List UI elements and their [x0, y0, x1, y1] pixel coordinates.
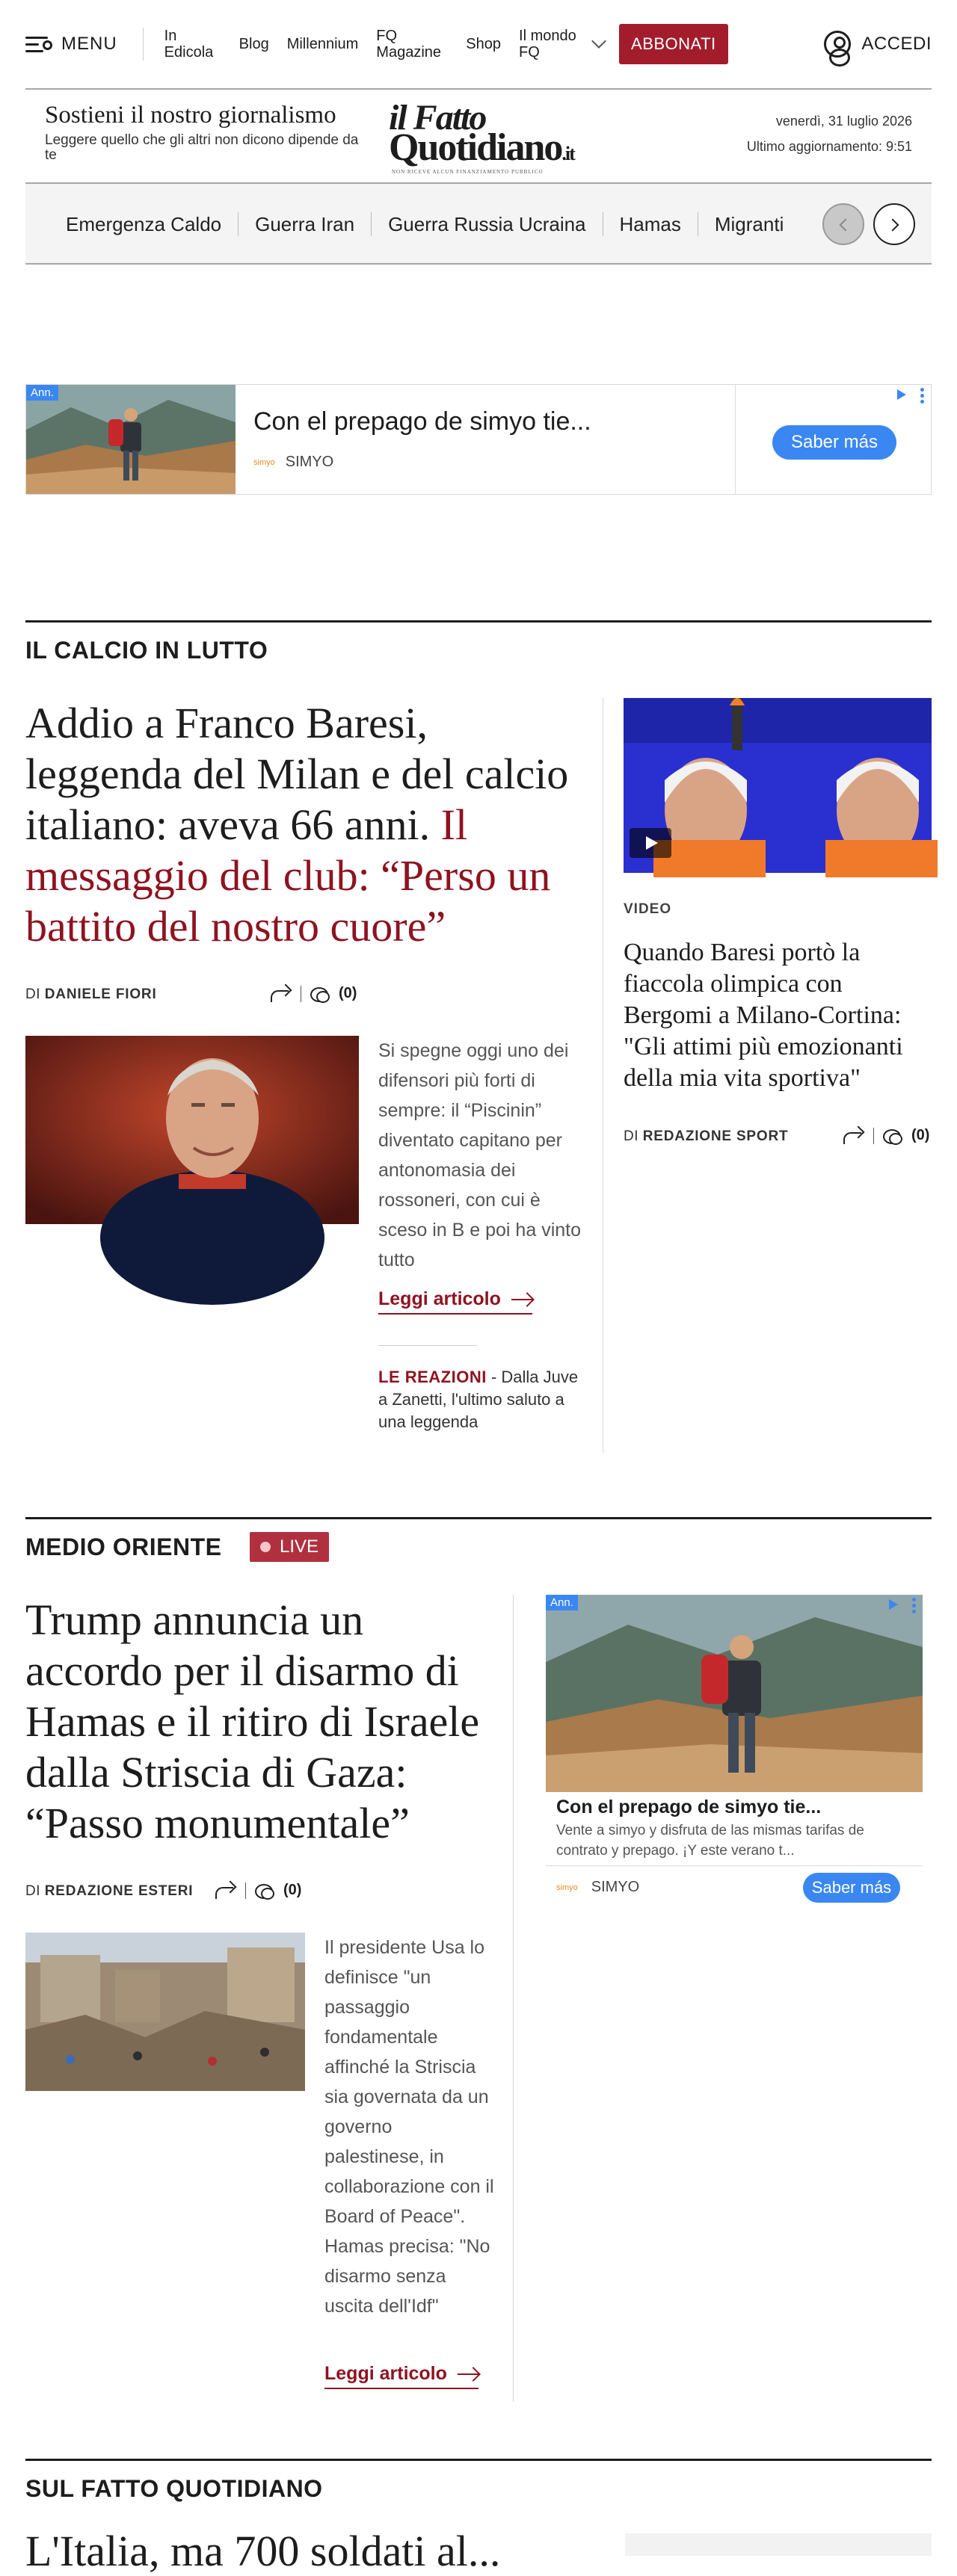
masthead: [45, 91, 912, 179]
sidebar-ad-description: Vente a simyo y disfruta de las mismas tarifas de contrato y prepago. ¡Y este verano t...: [556, 1823, 864, 1859]
play-icon[interactable]: [630, 828, 671, 858]
comment-count[interactable]: (0): [283, 1882, 302, 1898]
sidebar-ad-cta-button[interactable]: Saber más: [803, 1873, 900, 1903]
gaza-photo[interactable]: [25, 1933, 305, 2091]
baresi-photo[interactable]: [25, 1036, 359, 1224]
header-divider: [25, 88, 932, 90]
author-link[interactable]: REDAZIONE ESTERI: [44, 1883, 194, 1899]
sidebar-ad-divider: [546, 1865, 923, 1866]
share-icon[interactable]: [214, 1882, 236, 1899]
video-thumbnail[interactable]: [624, 698, 932, 873]
topics-next-button[interactable]: [873, 203, 915, 245]
comment-icon[interactable]: [310, 986, 330, 1002]
nav-link-blog[interactable]: Blog: [239, 36, 269, 52]
topics-prev-button[interactable]: [822, 203, 864, 245]
read-more-link[interactable]: Leggi articolo: [378, 1288, 532, 1315]
summary-medio-oriente: Il presidente Usa lo definisce "un passaggio fondamentale affinché la Striscia sia governata da un governo palestinese, in collaborazione con il Board of Peace". Hamas precisa: "No disarmo senza uscita dell'Idf": [324, 1937, 494, 2317]
section-title-fatto[interactable]: SUL FATTO QUOTIDIANO: [25, 2475, 323, 2502]
summary-calcio: Si spegne oggi uno dei difensori più forti di sempre: il “Piscinin” diventato capitano per antonomasia dei rossoneri, con cui è sceso in B e poi ha vinto tutto: [378, 1040, 581, 1270]
nav-link-millennium[interactable]: Millennium: [286, 36, 359, 52]
sidebar-ad[interactable]: [546, 1595, 923, 1915]
related-link[interactable]: LE REAZIONI - Dalla Juve a Zanetti, l'ultimo saluto a una leggenda: [378, 1368, 579, 1431]
sidebar-placeholder: [625, 2533, 932, 2556]
topic-link[interactable]: Guerra Iran: [255, 212, 355, 235]
read-more-link[interactable]: Leggi articolo: [324, 2363, 478, 2389]
menu-button[interactable]: [25, 34, 117, 55]
ad-brand-logo: simyo: [253, 457, 275, 467]
nav-link-il-mondo-fq[interactable]: Il mondo FQ: [519, 28, 576, 61]
share-row: [269, 985, 357, 1002]
ad-label: Ann.: [546, 1595, 578, 1610]
topic-link[interactable]: Hamas: [619, 212, 681, 235]
topic-link[interactable]: Migranti: [714, 212, 784, 235]
main-headline-medio-oriente[interactable]: Trump annuncia un accordo per il disarmo di Hamas e il ritiro di Israele dalla Striscia di Gaza: “Passo monumentale”: [25, 1596, 480, 1847]
site-logo[interactable]: [389, 97, 613, 175]
section-rule: [25, 620, 932, 623]
ad-headline[interactable]: Con el prepago de simyo tie...: [253, 407, 591, 436]
logo-tagline: NON RICEVE ALCUN FINANZIAMENTO PUBBLICO: [392, 169, 544, 175]
sidebar-ad-image[interactable]: [546, 1595, 923, 1792]
ad-brand-name: SIMYO: [285, 454, 334, 470]
chevron-down-icon[interactable]: [591, 34, 606, 49]
topics-list: [66, 212, 784, 236]
arrow-right-icon: [511, 1299, 532, 1300]
section-title-medio-oriente[interactable]: MEDIO ORIENTE: [25, 1533, 222, 1560]
logo-line-2: Quotidiano.it: [389, 126, 574, 169]
nav-link-in-edicola[interactable]: In Edicola: [164, 28, 214, 61]
topic-link[interactable]: Emergenza Caldo: [66, 212, 222, 235]
share-icon[interactable]: [842, 1128, 864, 1144]
support-subtitle: Leggere quello che gli altri non dicono dipende da te: [45, 132, 359, 163]
sidebar-ad-title[interactable]: Con el prepago de simyo tie...: [556, 1797, 822, 1817]
share-icon[interactable]: [269, 986, 292, 1002]
share-row: [842, 1127, 929, 1144]
related-divider: [378, 1345, 477, 1346]
ad-brand-name: SIMYO: [591, 1879, 640, 1895]
ad-options-icon[interactable]: [920, 388, 925, 403]
arrow-right-icon: [458, 2373, 478, 2375]
section-rule: [25, 1517, 932, 1519]
section-rule: [25, 2459, 932, 2461]
login-button[interactable]: [824, 31, 932, 58]
topic-link[interactable]: Guerra Russia Ucraina: [388, 212, 586, 235]
nav-link-shop[interactable]: Shop: [466, 36, 502, 52]
ad-choices-icon[interactable]: [887, 1598, 900, 1611]
live-badge[interactable]: LIVE: [250, 1532, 329, 1562]
user-icon: [824, 31, 851, 58]
author-link[interactable]: DANIELE FIORI: [44, 986, 157, 1002]
byline-video: DI REDAZIONE SPORT: [624, 1128, 789, 1144]
support-title[interactable]: Sostieni il nostro giornalismo: [45, 102, 336, 129]
author-link[interactable]: REDAZIONE SPORT: [642, 1128, 789, 1144]
share-row: [214, 1882, 301, 1899]
chevron-right-icon: [887, 219, 899, 232]
ad-image[interactable]: [26, 385, 236, 494]
video-label: VIDEO: [624, 901, 672, 917]
nav-divider: [143, 28, 144, 61]
comment-icon[interactable]: [883, 1128, 902, 1144]
chevron-left-icon: [840, 219, 852, 232]
section-title-calcio[interactable]: IL CALCIO IN LUTTO: [25, 637, 268, 664]
ad-divider: [735, 385, 736, 494]
comment-count[interactable]: (0): [339, 985, 357, 1001]
menu-label: MENU: [61, 34, 117, 54]
byline-calcio: DI DANIELE FIORI: [25, 986, 157, 1002]
top-navigation: [25, 0, 932, 88]
column-divider: [513, 1595, 514, 2402]
topics-bar: [25, 182, 932, 265]
video-headline[interactable]: Quando Baresi portò la fiaccola olimpica con Bergomi a Milano-Cortina: "Gli attimi più emozionanti della mia vita sportiva": [624, 939, 903, 1092]
menu-search-icon: [25, 35, 51, 53]
logo-line-1: il Fatto: [389, 98, 486, 138]
comment-count[interactable]: (0): [911, 1127, 930, 1143]
ad-brand-logo: simyo: [556, 1882, 578, 1892]
nav-links: [164, 28, 604, 61]
login-label: ACCEDI: [861, 34, 932, 54]
comment-icon[interactable]: [255, 1882, 274, 1899]
ad-choices-icon[interactable]: [895, 388, 908, 401]
ad-brand: [253, 454, 333, 471]
ad-cta-button[interactable]: Saber más: [772, 425, 896, 460]
ad-options-icon[interactable]: [912, 1598, 917, 1613]
last-update: Ultimo aggiornamento: 9:51: [746, 139, 912, 154]
subscribe-button[interactable]: ABBONATI: [619, 24, 728, 64]
byline-medio-oriente: DI REDAZIONE ESTERI: [25, 1883, 194, 1899]
first-headline-fatto[interactable]: L'Italia, ma 700 soldati al...: [25, 2527, 501, 2575]
current-date: venerdì, 31 luglio 2026: [775, 114, 912, 129]
main-headline-calcio[interactable]: Addio a Franco Baresi, leggenda del Milan e del calcio italiano: aveva 66 anni. Il messaggio del club: “Perso un battito del nostro cuore”: [25, 699, 569, 951]
nav-link-fq-magazine[interactable]: FQ Magazine: [376, 28, 442, 61]
ad-banner[interactable]: [25, 384, 932, 495]
ad-label: Ann.: [26, 385, 58, 401]
sidebar-ad-brand: [556, 1879, 639, 1896]
